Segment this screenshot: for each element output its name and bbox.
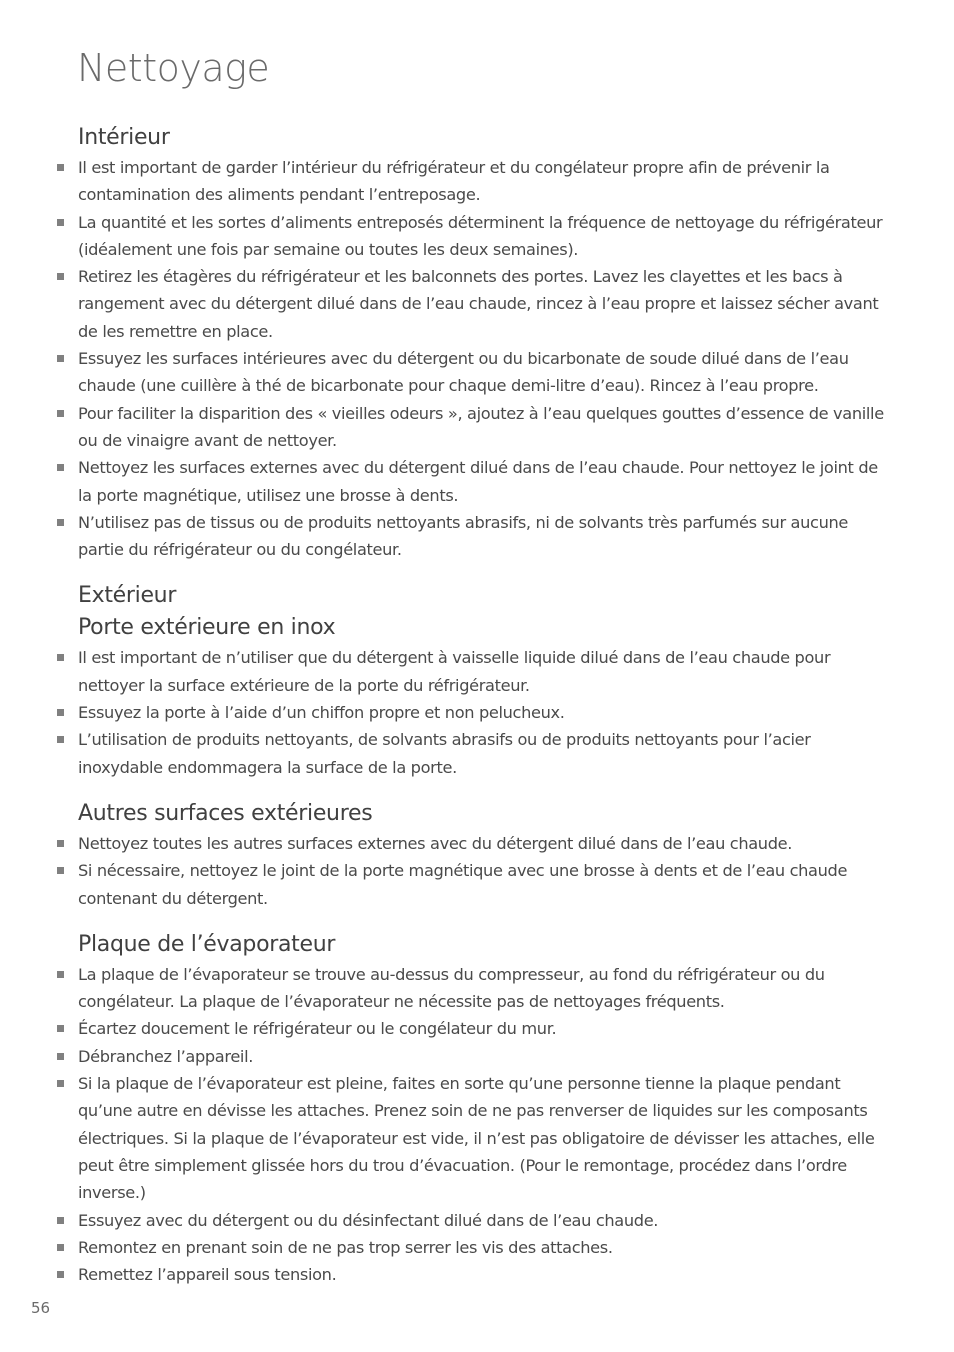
- section: [0, 798, 954, 912]
- list-item: [0, 1043, 954, 1070]
- list-item: [0, 454, 954, 509]
- square-bullet-icon: [57, 355, 64, 362]
- list-item-text: Remettez l’appareil sous tension.: [78, 1265, 337, 1285]
- section: [0, 122, 954, 563]
- list-item-text: Si nécessaire, nettoyez le joint de la porte magnétique avec une brosse à dents et de l’eau chaude contenant du détergent.: [78, 861, 848, 908]
- list-item-text: La quantité et les sortes d’aliments entreposés déterminent la fréquence de nettoyage du réfrigérateur (idéalement une fois par semaine ou toutes les deux semaines).: [78, 212, 883, 259]
- list-item-text: Il est important de n’utiliser que du détergent à vaisselle liquide dilué dans de l’eau chaude pour nettoyer la surface extérieure de la porte du réfrigérateur.: [78, 648, 831, 695]
- list-item: [0, 699, 954, 726]
- list-item-text: La plaque de l’évaporateur se trouve au-dessus du compresseur, au fond du réfrigérateur ou du congélateur. La plaque de l’évaporateur ne nécessite pas de nettoyages fréquents.: [78, 964, 825, 1012]
- list-item-text: Pour faciliter la disparition des « vieilles odeurs », ajoutez à l’eau quelques gouttes d’essence de vanille ou de vinaigre avant de nettoyer.: [78, 403, 884, 450]
- list-item-text: Retirez les étagères du réfrigérateur et les balconnets des portes. Lavez les clayettes et les bacs à rangement avec du détergent dilué dans de l’eau chaude, rincez à l’eau propre et laissez sécher avant de les remettre en place.: [78, 267, 879, 341]
- square-bullet-icon: [57, 1244, 64, 1251]
- document-body: [0, 122, 954, 1288]
- list-item: [0, 509, 954, 564]
- square-bullet-icon: [57, 519, 64, 526]
- square-bullet-icon: [57, 971, 64, 978]
- square-bullet-icon: [57, 219, 64, 226]
- list-item-text: Débranchez l’appareil.: [78, 1046, 254, 1066]
- list-item-text: Essuyez avec du détergent ou du désinfectant dilué dans de l’eau chaude.: [78, 1210, 659, 1230]
- section-heading: Extérieur: [78, 583, 177, 609]
- square-bullet-icon: [57, 867, 64, 874]
- bullet-list: [0, 644, 954, 780]
- list-item: [0, 1070, 954, 1206]
- square-bullet-icon: [57, 273, 64, 280]
- page-number: 56: [31, 1299, 51, 1317]
- list-item: [0, 345, 954, 400]
- list-item-text: Il est important de garder l’intérieur du réfrigérateur et du congélateur propre afin de prévenir la contamination des aliments pendant l’entreposage.: [78, 158, 830, 205]
- square-bullet-icon: [57, 1053, 64, 1060]
- list-item-text: Nettoyez les surfaces externes avec du détergent dilué dans de l’eau chaude. Pour nettoyez le joint de la porte magnétique, utilisez une brosse à dents.: [78, 458, 878, 505]
- section-heading: Plaque de l’évaporateur: [78, 931, 336, 957]
- list-item-text: L’utilisation de produits nettoyants, de solvants abrasifs ou de produits nettoyants pour l’acier inoxydable endommagera la surface de la porte.: [78, 730, 811, 777]
- list-item: [0, 209, 954, 264]
- list-item: [0, 1261, 954, 1288]
- list-item: [0, 1207, 954, 1234]
- list-item-text: Nettoyez toutes les autres surfaces externes avec du détergent dilué dans de l’eau chaude.: [78, 833, 793, 853]
- list-item: [0, 1015, 954, 1042]
- list-item-text: Remontez en prenant soin de ne pas trop serrer les vis des attaches.: [78, 1237, 613, 1257]
- bullet-list: [0, 961, 954, 1289]
- list-item: [0, 154, 954, 209]
- section-heading: Porte extérieure en inox: [78, 615, 336, 641]
- list-item: [0, 830, 954, 857]
- list-item-text: Essuyez la porte à l’aide d’un chiffon propre et non pelucheux.: [78, 703, 565, 723]
- list-item-text: Si la plaque de l’évaporateur est pleine, faites en sorte qu’une personne tienne la plaque pendant qu’une autre en dévisse les attaches. Prenez soin de ne pas renverser de liquides sur les composants électriques. Si la plaque de l’évaporateur est vide, il n’est pas obligatoire de dévisser les attaches, elle peut être simplement glissée hors du trou d’évacuation. (Pour le remontage, procédez dans l’ordre inverse.): [78, 1074, 875, 1203]
- square-bullet-icon: [57, 840, 64, 847]
- square-bullet-icon: [57, 1025, 64, 1032]
- list-item: [0, 1234, 954, 1261]
- list-item: [0, 400, 954, 455]
- section-heading: Intérieur: [78, 125, 170, 150]
- square-bullet-icon: [57, 164, 64, 171]
- section-heading: Autres surfaces extérieures: [78, 800, 373, 826]
- list-item: [0, 726, 954, 781]
- square-bullet-icon: [57, 1080, 64, 1087]
- list-item: [0, 263, 954, 345]
- list-item-text: Essuyez les surfaces intérieures avec du détergent ou du bicarbonate de soude dilué dans de l’eau chaude (une cuillère à thé de bicarbonate pour chaque demi-litre d’eau). Rincez à l’eau propre.: [78, 349, 849, 396]
- page-title: Nettoyage: [77, 46, 270, 90]
- list-item: [0, 961, 954, 1016]
- section: [0, 929, 954, 1289]
- square-bullet-icon: [57, 1217, 64, 1224]
- square-bullet-icon: [57, 464, 64, 471]
- bullet-list: [0, 154, 954, 563]
- list-item: [0, 857, 954, 912]
- bullet-list: [0, 830, 954, 912]
- list-item-text: Écartez doucement le réfrigérateur ou le congélateur du mur.: [78, 1019, 557, 1039]
- square-bullet-icon: [57, 410, 64, 417]
- list-item-text: N’utilisez pas de tissus ou de produits nettoyants abrasifs, ni de solvants très parfumés sur aucune partie du réfrigérateur ou du congélateur.: [78, 512, 848, 560]
- list-item: [0, 644, 954, 699]
- section: [0, 580, 954, 780]
- square-bullet-icon: [57, 654, 64, 661]
- square-bullet-icon: [57, 1271, 64, 1278]
- square-bullet-icon: [57, 709, 64, 716]
- square-bullet-icon: [57, 736, 64, 743]
